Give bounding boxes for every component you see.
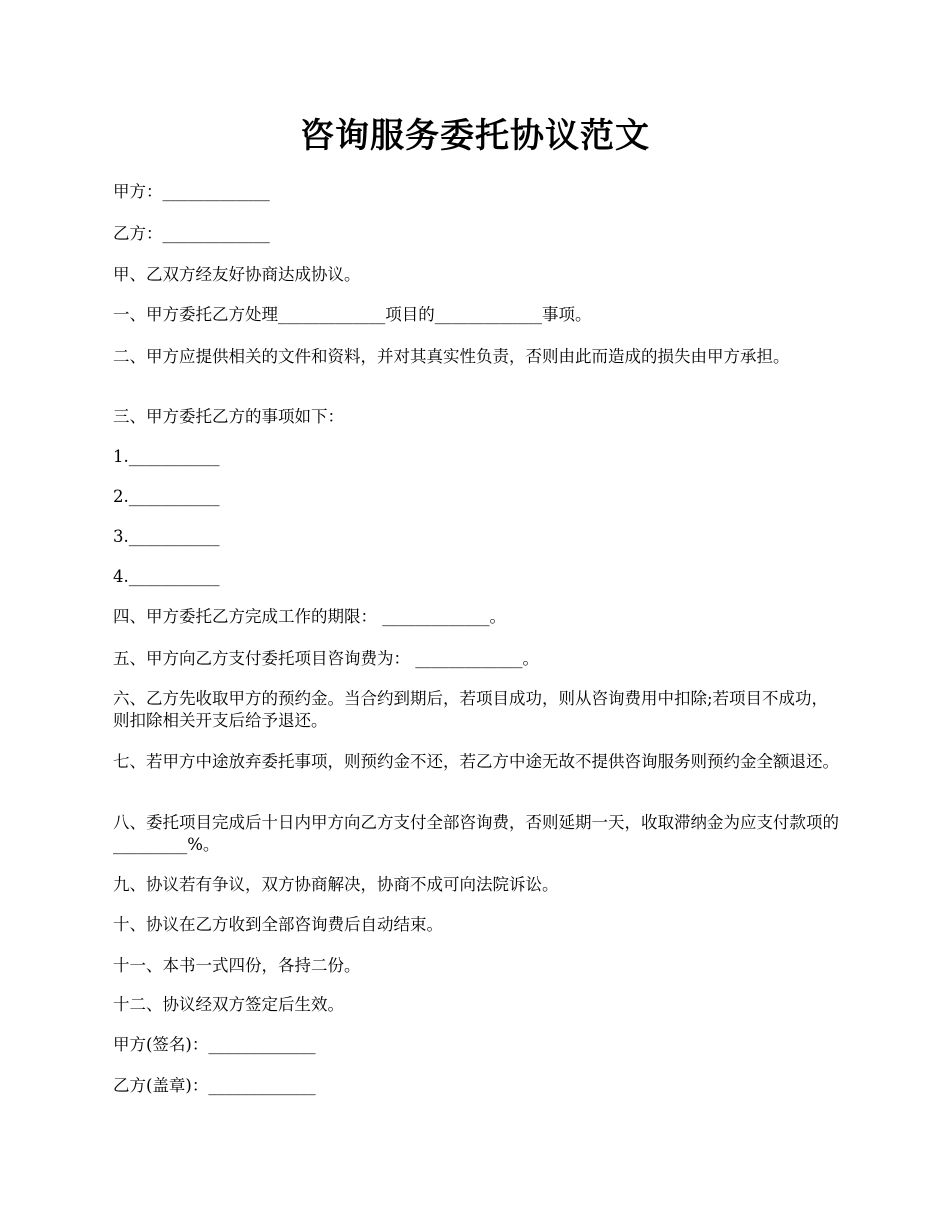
clause-12: 十二、协议经双方签定后生效。 [113,995,344,1014]
clause-1: 一、甲方委托乙方处理_____________项目的_____________事项。 [113,305,592,324]
clause-3: 三、甲方委托乙方的事项如下： [113,407,344,426]
list-item-2: 2.___________ [113,487,220,506]
party-a-signature: 甲方(签名)：_____________ [113,1035,316,1054]
list-item-1: 1.___________ [113,447,220,466]
clause-4: 四、甲方委托乙方完成工作的期限： _____________。 [113,607,506,626]
list-item-4: 4.___________ [113,567,220,586]
clause-2: 二、甲方应提供相关的文件和资料，并对其真实性负责，否则由此而造成的损失由甲方承担。 [113,347,790,366]
list-item-3: 3.___________ [113,527,220,546]
agreement-intro: 甲、乙双方经友好协商达成协议。 [113,265,361,284]
clause-10: 十、协议在乙方收到全部咨询费后自动结束。 [113,915,443,934]
clause-6: 六、乙方先收取甲方的预约金。当合约到期后，若项目成功，则从咨询费用中扣除;若项目不成功，则扣除相关开支后给予退还。 [113,689,829,730]
document-title: 咨询服务委托协议范文 [300,116,650,156]
clause-5: 五、甲方向乙方支付委托项目咨询费为： _____________。 [113,649,539,668]
party-a-line: 甲方：_____________ [113,182,270,201]
party-b-line: 乙方：_____________ [113,224,270,243]
clause-8: 八、委托项目完成后十日内甲方向乙方支付全部咨询费，否则延期一天，收取滞纳金为应支付款项的_________%。 [113,813,839,854]
clause-7: 七、若甲方中途放弃委托事项，则预约金不还，若乙方中途无故不提供咨询服务则预约金全额退还。 [113,752,839,771]
clause-9: 九、协议若有争议，双方协商解决，协商不成可向法院诉讼。 [113,875,559,894]
party-b-seal: 乙方(盖章)：_____________ [113,1076,316,1095]
clause-11: 十一、本书一式四份，各持二份。 [113,956,361,975]
